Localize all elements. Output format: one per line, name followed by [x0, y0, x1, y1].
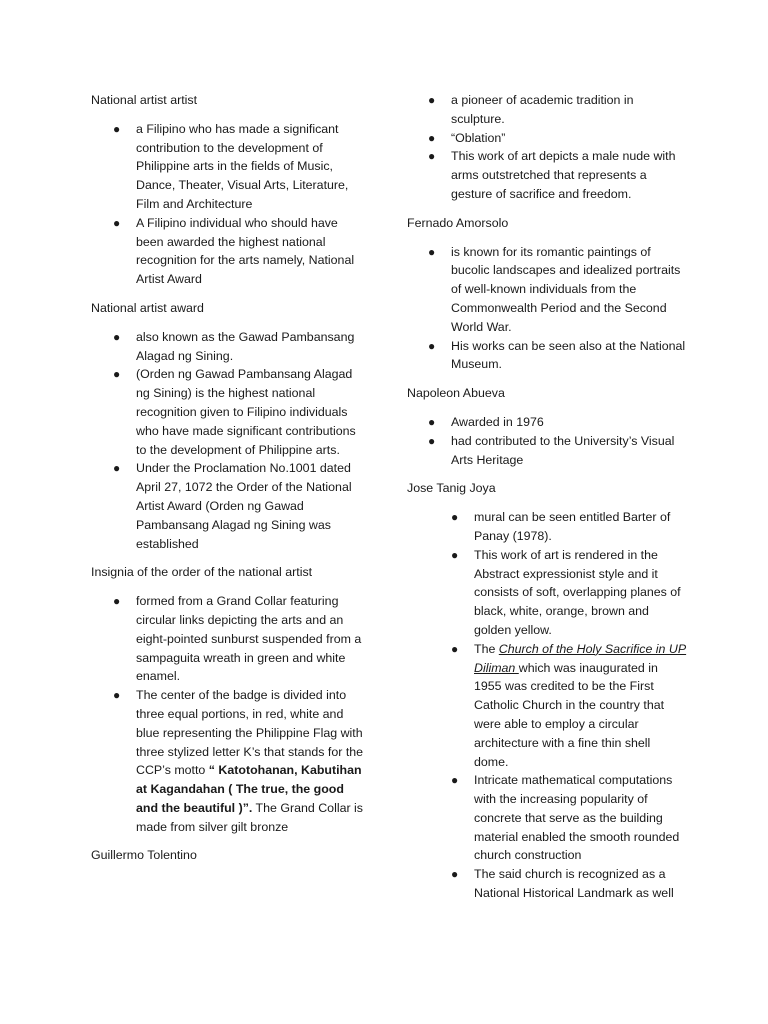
bullet-icon: ●	[113, 215, 121, 230]
bullet-icon: ●	[428, 414, 436, 429]
list-item	[407, 413, 687, 432]
list-item	[407, 546, 687, 640]
section-heading-napoleon-abueva: Napoleon Abueva	[407, 386, 505, 401]
bullet-icon: ●	[451, 867, 459, 882]
bullet-list	[407, 91, 687, 204]
list-item-text: The Grand Collar is made from silver gilt bronze	[136, 800, 363, 834]
bullet-list	[91, 592, 366, 836]
list-item	[91, 214, 366, 289]
list-item-text: Intricate mathematical computations with the increasing popularity of concrete that serve as the building material enabled the smooth rounded church construction	[474, 773, 680, 863]
bullet-icon: ●	[113, 688, 121, 703]
list-item	[91, 459, 366, 553]
list-item	[407, 640, 687, 772]
left-column	[91, 91, 366, 875]
list-item	[407, 147, 687, 203]
section-heading-fernando-amorsolo: Fernado Amorsolo	[407, 215, 509, 230]
section-heading-national-artist-award: National artist award	[91, 300, 204, 315]
list-item	[91, 328, 366, 366]
bullet-icon: ●	[451, 773, 459, 788]
list-item	[407, 243, 687, 337]
list-item-text: a pioneer of academic tradition in sculpture.	[451, 93, 634, 126]
bullet-list	[407, 243, 687, 375]
section-heading-guillermo-tolentino: Guillermo Tolentino	[91, 848, 197, 863]
church-link[interactable]: Church of the Holy Sacrifice in UP Diliman	[474, 641, 687, 675]
bullet-icon: ●	[113, 461, 121, 476]
bullet-list	[407, 508, 687, 903]
list-item	[407, 432, 687, 470]
list-item-text: which was inaugurated in 1955 was credited to be the First Catholic Church in the country that were able to employ a circular architecture with a fine thin shell dome.	[474, 660, 665, 769]
list-item-text: is known for its romantic paintings of bucolic landscapes and idealized portraits of well-known individuals from the Commonwealth Period and the Second World War.	[451, 244, 681, 334]
bullet-icon: ●	[428, 244, 436, 259]
list-item-text: mural can be seen entitled Barter of Panay (1978).	[474, 510, 671, 543]
list-item-text: The center of the badge is divided into three equal portions, in red, white and blue representing the Philippine Flag with three stylized letter K’s that stands for the CCP’s motto	[136, 688, 364, 778]
list-item	[407, 129, 687, 148]
list-item-text: This work of art depicts a male nude with arms outstretched that represents a gesture of sacrifice and freedom.	[451, 149, 676, 201]
bullet-icon: ●	[113, 329, 121, 344]
list-item	[91, 120, 366, 214]
section-heading-jose-joya: Jose Tanig Joya	[407, 481, 496, 496]
list-item-text: formed from a Grand Collar featuring circular links depicting the arts and an eight-pointed sunburst suspended from a sampaguita wreath in green and white enamel.	[136, 594, 362, 684]
bullet-list	[91, 120, 366, 289]
list-item	[91, 365, 366, 459]
list-item-text: His works can be seen also at the National Museum.	[451, 338, 686, 372]
list-item	[91, 592, 366, 686]
list-item-text: “Oblation”	[451, 130, 506, 145]
bullet-list	[91, 328, 366, 554]
bullet-icon: ●	[428, 130, 436, 145]
list-item-text: This work of art is rendered in the Abstract expressionist style and it consists of soft, overlapping planes of black, white, orange, brown and golden yellow.	[474, 547, 681, 637]
list-item-text: The said church is recognized as a National Historical Landmark as well	[474, 867, 674, 901]
bullet-icon: ●	[113, 367, 121, 382]
list-item	[407, 865, 687, 903]
bullet-icon: ●	[451, 547, 459, 562]
list-item-text: The	[474, 641, 499, 656]
list-item	[407, 508, 687, 546]
list-item	[407, 337, 687, 375]
section-heading-insignia: Insignia of the order of the national artist	[91, 565, 313, 580]
bullet-icon: ●	[113, 121, 121, 136]
bullet-icon: ●	[451, 510, 459, 525]
list-item-text: a Filipino who has made a significant contribution to the development of Philippine arts in the fields of Music, Dance, Theater, Visual Arts, Literature, Film and Architecture	[136, 121, 349, 211]
bullet-icon: ●	[428, 93, 436, 107]
right-column	[407, 91, 687, 913]
bullet-icon: ●	[428, 433, 436, 448]
list-item-text: (Orden ng Gawad Pambansang Alagad ng Sining) is the highest national recognition given to Filipino individuals who have made significant contributions to the development of Philippine arts.	[136, 367, 356, 457]
list-item-text: A Filipino individual who should have been awarded the highest national recognition for the arts namely, National Artist Award	[136, 215, 355, 287]
list-item-text: Under the Proclamation No.1001 dated April 27, 1072 the Order of the National Artist Award (Orden ng Gawad Pambansang Alagad ng Sining was established	[136, 461, 352, 551]
bullet-icon: ●	[428, 338, 436, 353]
list-item-text: also known as the Gawad Pambansang Alagad ng Sining.	[136, 329, 355, 363]
bullet-icon: ●	[113, 594, 121, 609]
list-item	[407, 91, 687, 129]
list-item	[407, 771, 687, 865]
bullet-list	[407, 413, 687, 469]
list-item	[91, 686, 366, 836]
list-item-text: Awarded in 1976	[451, 414, 544, 429]
list-item-text: had contributed to the University’s Visual Arts Heritage	[451, 433, 675, 467]
bullet-icon: ●	[451, 641, 459, 656]
section-heading-national-artist: National artist artist	[91, 93, 198, 107]
motto-bold-text: “ Katotohanan, Kabutihan at Kagandahan ( The true, the good and the beautiful )”.	[136, 763, 362, 815]
bullet-icon: ●	[428, 149, 436, 164]
